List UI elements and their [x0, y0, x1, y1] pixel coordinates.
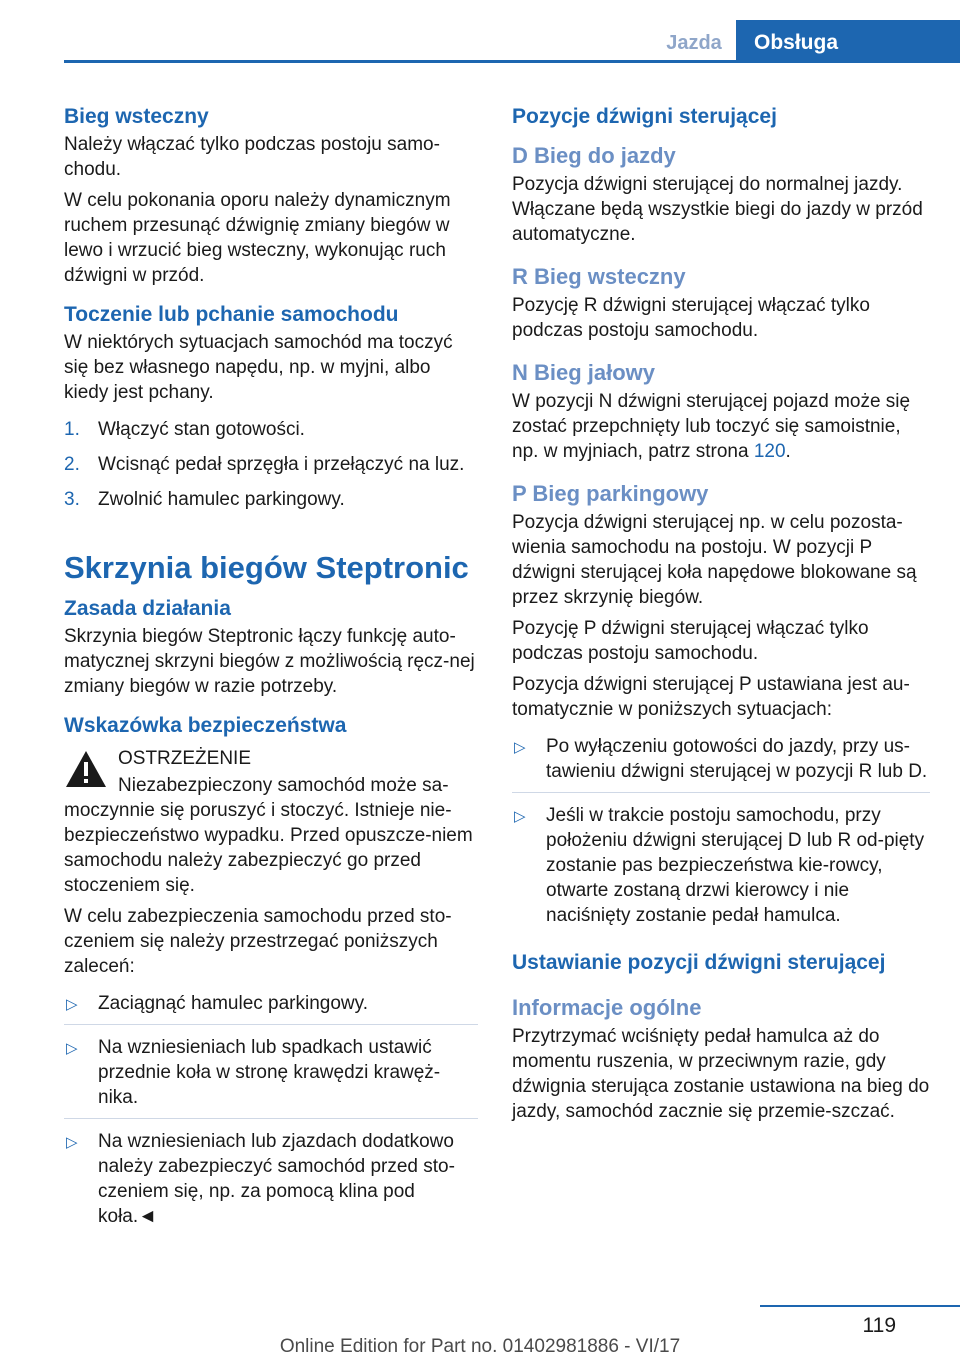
- page-number: 119: [862, 1314, 896, 1337]
- paragraph-reverse: Pozycję R dźwigni sterującej włączać tylko podczas postoju samochodu.: [512, 295, 870, 341]
- triangle-bullet-icon: ▷: [66, 1134, 78, 1151]
- list-item: [512, 803, 930, 936]
- heading-steptronic: Skrzynia biegów Steptronic: [64, 550, 469, 585]
- neutral-text-end: .: [785, 441, 791, 462]
- paragraph-neutral: [512, 389, 930, 464]
- list-item: [512, 734, 930, 793]
- triangle-bullet-icon: ▷: [66, 1040, 78, 1057]
- warning-title: OSTRZEŻENIE: [118, 748, 252, 769]
- step-item: [64, 417, 478, 442]
- heading-rolling: Toczenie lub pchanie samochodu: [64, 303, 399, 326]
- header-tab-jazda[interactable]: Jazda: [666, 32, 722, 54]
- neutral-text: W pozycji N dźwigni sterującej pojazd może się zostać przepchnięty lub toczyć się samoistnie, np. w myjniach, patrz strona: [512, 391, 911, 462]
- list-item: [64, 991, 478, 1025]
- step-item: [64, 487, 478, 512]
- heading-reverse: R Bieg wsteczny: [512, 264, 686, 289]
- step-number: 2.: [64, 454, 80, 475]
- list-item-text: Zaciągnąć hamulec parkingowy.: [98, 993, 369, 1014]
- step-text: Zwolnić hamulec parkingowy.: [98, 489, 345, 510]
- heading-general: Informacje ogólne: [512, 995, 702, 1020]
- paragraph-secure: W celu zabezpieczenia samochodu przed sto-czeniem się należy przestrzegać poniższych zaleceń:: [64, 906, 452, 977]
- left-column: [64, 102, 478, 1247]
- header-rule: [64, 60, 960, 63]
- right-column: [512, 102, 930, 1130]
- paragraph-principle: Skrzynia biegów Steptronic łączy funkcję auto-matycznej skrzyni biegów z możliwością ręcz-nej zmiany biegów w razie potrzeby.: [64, 626, 475, 697]
- triangle-bullet-icon: ▷: [514, 739, 526, 756]
- footer-rule: [760, 1305, 960, 1307]
- paragraph-park-3: Pozycja dźwigni sterującej P ustawiana jest au-tomatycznie w poniższych sytuacjach:: [512, 674, 910, 720]
- list-item-text: Na wzniesieniach lub spadkach ustawić przednie koła w stronę krawędzi krawęż-nika.: [98, 1037, 441, 1108]
- page-link-120[interactable]: 120: [753, 441, 786, 462]
- paragraph-park-1: Pozycja dźwigni sterującej np. w celu pozosta-wienia samochodu na postoju. W pozycji P dźwigni sterującej koła napędowe blokowane są przez skrzynię biegów.: [512, 512, 917, 608]
- triangle-bullet-icon: ▷: [66, 996, 78, 1013]
- heading-safety: Wskazówka bezpieczeństwa: [64, 714, 347, 737]
- paragraph-park-2: Pozycję P dźwigni sterującej włączać tylko podczas postoju samochodu.: [512, 618, 869, 664]
- paragraph-drive: Pozycja dźwigni sterującej do normalnej jazdy. Włączane będą wszystkie biegi do jazdy w przód automatyczne.: [512, 174, 923, 245]
- header-tab-obsluga[interactable]: Obsługa: [736, 20, 960, 63]
- list-item-text: Na wzniesieniach lub zjazdach dodatkowo należy zabezpieczyć samochód przed sto-czeniem się, np. za pomocą klina pod koła.◄: [98, 1131, 455, 1227]
- warning-text: Niezabezpieczony samochód może sa-moczynnie się poruszyć i stoczyć. Istnieje nie-bezpieczeństwo wypadku. Przed opuszcze-niem samochodu należy zabezpieczyć go przed stoczeniem się.: [64, 775, 473, 896]
- heading-setting: Ustawianie pozycji dźwigni sterującej: [512, 951, 886, 974]
- list-item-text: Po wyłączeniu gotowości do jazdy, przy us-tawieniu dźwigni sterującej w pozycji R lub D.: [546, 736, 928, 782]
- heading-positions: Pozycje dźwigni sterującej: [512, 105, 777, 128]
- steps-list: [64, 417, 478, 512]
- step-number: 1.: [64, 419, 80, 440]
- step-text: Wcisnąć pedał sprzęgła i przełączyć na luz.: [98, 454, 465, 475]
- secure-bullets: [64, 991, 478, 1237]
- paragraph-rolling: W niektórych sytuacjach samochód ma toczyć się bez własnego napędu, np. w myjni, albo kiedy jest pchany.: [64, 332, 453, 403]
- warning-box: [64, 745, 478, 898]
- triangle-bullet-icon: ▷: [514, 808, 526, 825]
- list-item-text: Jeśli w trakcie postoju samochodu, przy położeniu dźwigni sterującej D lub R od-pięty zostanie pas bezpieczeństwa kie-rowcy, otwarte zostaną drzwi kierowcy i nie naciśnięty zostanie pedał hamulca.: [546, 805, 925, 926]
- paragraph-reverse-1: Należy włączać tylko podczas postoju samo-chodu.: [64, 134, 440, 180]
- heading-drive: D Bieg do jazdy: [512, 143, 676, 168]
- list-item: [64, 1035, 478, 1119]
- paragraph-general: Przytrzymać wciśnięty pedał hamulca aż do momentu ruszenia, w przeciwnym razie, gdy dźwignia sterująca zostanie ustawiona na bieg do jazdy, samochód zacznie się przemie-szczać.: [512, 1026, 930, 1122]
- heading-park: P Bieg parkingowy: [512, 481, 709, 506]
- heading-principle: Zasada działania: [64, 597, 231, 620]
- step-text: Włączyć stan gotowości.: [98, 419, 305, 440]
- step-number: 3.: [64, 489, 80, 510]
- warning-triangle-icon: [64, 749, 108, 789]
- heading-reverse-gear: Bieg wsteczny: [64, 105, 209, 128]
- edition-note: Online Edition for Part no. 01402981886 - VI/17: [279, 1336, 681, 1357]
- park-bullets: [512, 734, 930, 936]
- step-item: [64, 452, 478, 477]
- list-item: [64, 1129, 478, 1237]
- paragraph-reverse-2: W celu pokonania oporu należy dynamicznym ruchem przesunąć dźwignię zmiany biegów w lewo i wrzucić bieg wsteczny, wykonując ruch dźwigni w przód.: [64, 190, 451, 286]
- heading-neutral: N Bieg jałowy: [512, 360, 656, 385]
